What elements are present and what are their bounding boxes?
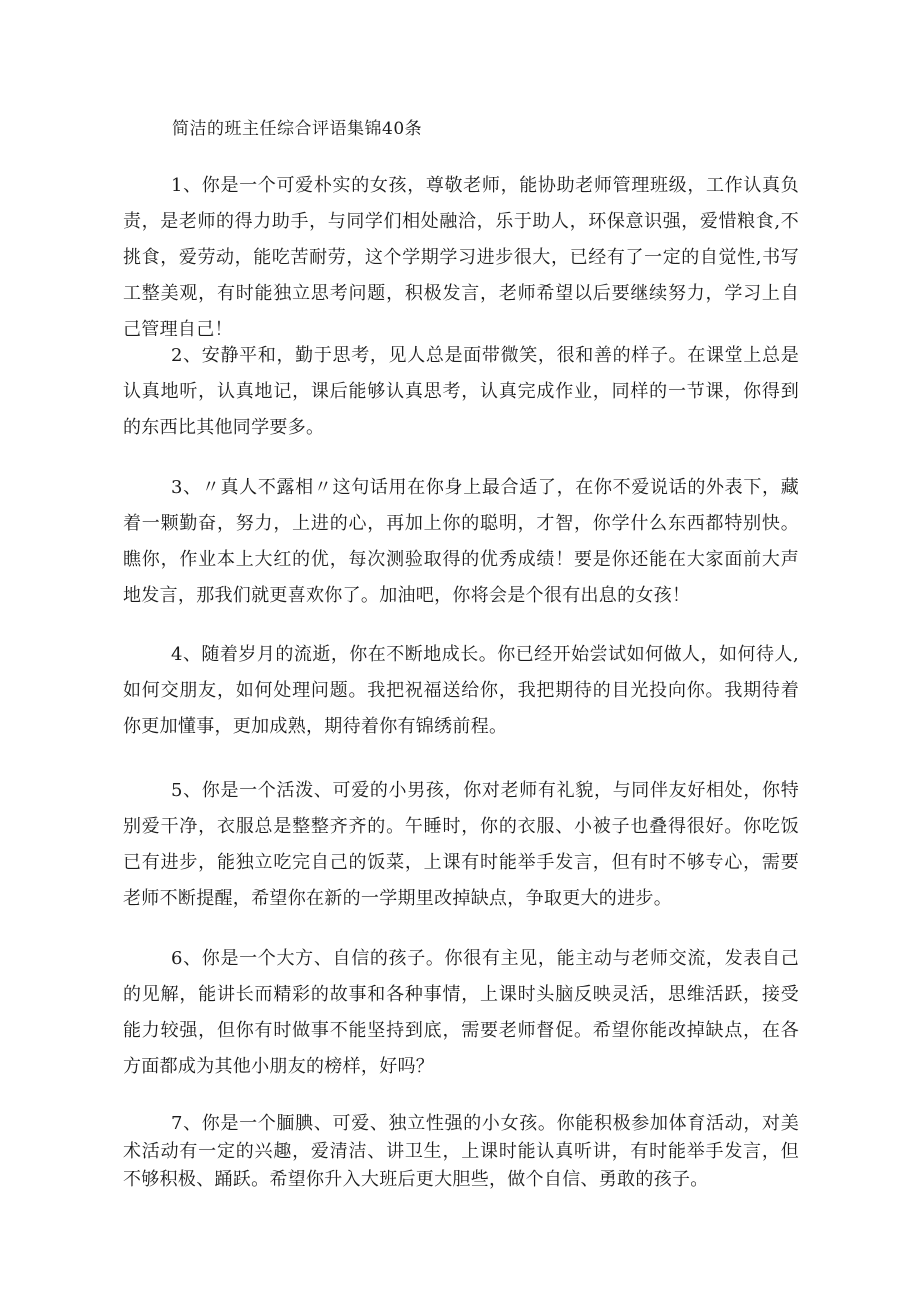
- comment-paragraph-2: 2、安静平和，勤于思考，见人总是面带微笑，很和善的样子。在课堂上总是认真地听，认真地记，课后能够认真思考，认真完成作业，同样的一节课，你得到的东西比其他同学要多。: [123, 345, 799, 438]
- comment-paragraph-6: 6、你是一个大方、自信的孩子。你很有主见，能主动与老师交流，发表自己的见解，能讲长而精彩的故事和各种事情，上课时头脑反映灵活，思维活跃，接受能力较强，但你有时做事不能坚持到底，需要老师督促。希望你能改掉缺点，在各方面都成为其他小朋友的榜样，好吗？: [123, 948, 799, 1077]
- comment-paragraph-1: 1、你是一个可爱朴实的女孩，尊敬老师，能协助老师管理班级，工作认真负责，是老师的得力助手，与同学们相处融洽，乐于助人，环保意识强，爱惜粮食,不挑食，爱劳动，能吃苦耐劳，这个学期学习进步很大，已经有了一定的自觉性,书写工整美观，有时能独立思考问题，积极发言，老师希望以后要继续努力，学习上自己管理自己！: [123, 175, 799, 340]
- document-title: 简洁的班主任综合评语集锦40条: [172, 119, 423, 139]
- comment-paragraph-4: 4、随着岁月的流逝，你在不断地成长。你已经开始尝试如何做人，如何待人,如何交朋友，如何处理问题。我把祝福送给你，我把期待的目光投向你。我期待着你更加懂事，更加成熟，期待着你有锦绣前程。: [123, 644, 799, 737]
- comment-paragraph-7: 7、你是一个腼腆、可爱、独立性强的小女孩。你能积极参加体育活动，对美术活动有一定的兴趣，爱清洁、讲卫生，上课时能认真听讲，有时能举手发言，但不够积极、踊跃。希望你升入大班后更大胆些，做个自信、勇敢的孩子。: [123, 1113, 799, 1190]
- comment-paragraph-3: 3、〃真人不露相〃这句话用在你身上最合适了，在你不爱说话的外表下，藏着一颗勤奋，努力，上进的心，再加上你的聪明，才智，你学什么东西都特别快。瞧你，作业本上大红的优，每次测验取得的优秀成绩！要是你还能在大家面前大声地发言，那我们就更喜欢你了。加油吧，你将会是个很有出息的女孩！: [123, 477, 799, 606]
- comment-paragraph-5: 5、你是一个活泼、可爱的小男孩，你对老师有礼貌，与同伴友好相处，你特别爱干净，衣服总是整整齐齐的。午睡时，你的衣服、小被子也叠得很好。你吃饭已有进步，能独立吃完自己的饭菜，上课有时能举手发言，但有时不够专心，需要老师不断提醒，希望你在新的一学期里改掉缺点，争取更大的进步。: [123, 780, 799, 909]
